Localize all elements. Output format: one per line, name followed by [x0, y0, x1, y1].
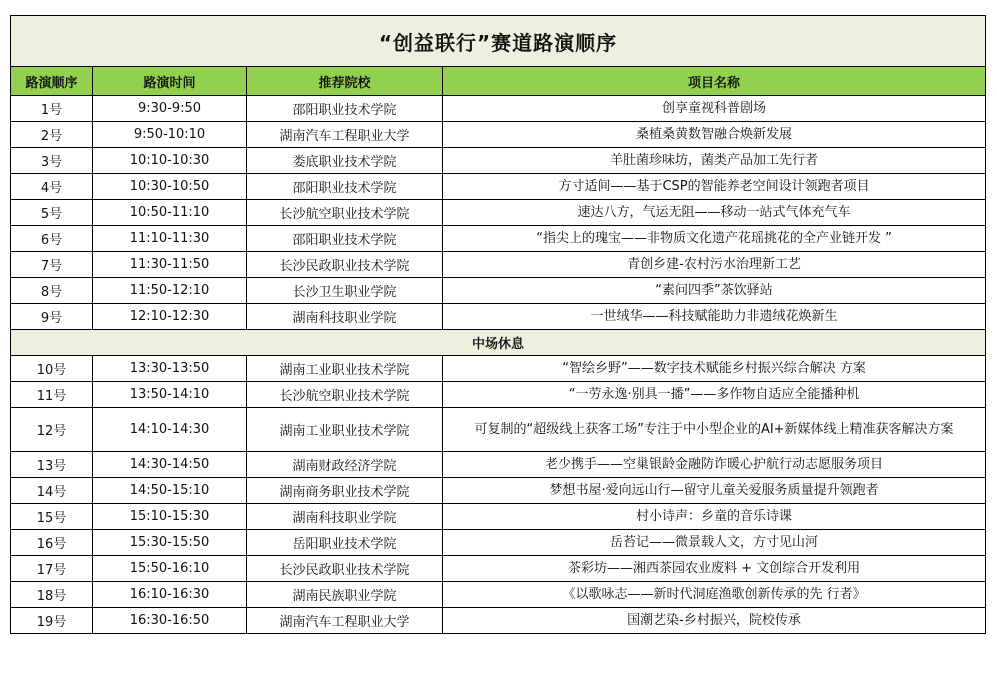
- table-row: [11, 304, 986, 330]
- project-cell: “智绘乡野”——数字技术赋能乡村振兴综合解决 方案: [443, 356, 986, 382]
- project-cell: 羊肚菌珍味坊，菌类产品加工先行者: [443, 148, 986, 174]
- time-cell: 12:10-12:30: [93, 304, 247, 330]
- order-cell: 14号: [11, 478, 93, 504]
- time-cell: 10:30-10:50: [93, 174, 247, 200]
- order-cell: 18号: [11, 582, 93, 608]
- table-row: [11, 252, 986, 278]
- school-cell: 湖南工业职业技术学院: [247, 356, 443, 382]
- time-cell: 16:10-16:30: [93, 582, 247, 608]
- table-row: [11, 452, 986, 478]
- school-cell: 湖南汽车工程职业大学: [247, 122, 443, 148]
- header-school: 推荐院校: [247, 67, 443, 96]
- time-cell: 14:50-15:10: [93, 478, 247, 504]
- order-cell: 10号: [11, 356, 93, 382]
- school-cell: 长沙民政职业技术学院: [247, 252, 443, 278]
- time-cell: 10:50-11:10: [93, 200, 247, 226]
- order-cell: 17号: [11, 556, 93, 582]
- table-row: [11, 174, 986, 200]
- order-cell: 3号: [11, 148, 93, 174]
- table-row: [11, 96, 986, 122]
- school-cell: 湖南科技职业学院: [247, 304, 443, 330]
- time-cell: 15:10-15:30: [93, 504, 247, 530]
- schedule-table: [10, 15, 986, 634]
- order-cell: 7号: [11, 252, 93, 278]
- order-cell: 2号: [11, 122, 93, 148]
- project-cell: 国潮艺染-乡村振兴，院校传承: [443, 608, 986, 634]
- table-row: [11, 478, 986, 504]
- project-cell: “素问四季”茶饮驿站: [443, 278, 986, 304]
- school-cell: 娄底职业技术学院: [247, 148, 443, 174]
- order-cell: 5号: [11, 200, 93, 226]
- project-cell: 桑植桑黄数智融合焕新发展: [443, 122, 986, 148]
- order-cell: 4号: [11, 174, 93, 200]
- school-cell: 邵阳职业技术学院: [247, 226, 443, 252]
- time-cell: 11:10-11:30: [93, 226, 247, 252]
- table-row: [11, 382, 986, 408]
- school-cell: 湖南科技职业学院: [247, 504, 443, 530]
- header-row: [11, 67, 986, 96]
- time-cell: 9:30-9:50: [93, 96, 247, 122]
- order-cell: 15号: [11, 504, 93, 530]
- table-row: [11, 504, 986, 530]
- table-row: [11, 148, 986, 174]
- order-cell: 11号: [11, 382, 93, 408]
- school-cell: 长沙卫生职业学院: [247, 278, 443, 304]
- time-cell: 11:50-12:10: [93, 278, 247, 304]
- time-cell: 14:10-14:30: [93, 408, 247, 452]
- header-time: 路演时间: [93, 67, 247, 96]
- time-cell: 16:30-16:50: [93, 608, 247, 634]
- project-cell: 岳苔记——微景载人文，方寸见山河: [443, 530, 986, 556]
- time-cell: 10:10-10:30: [93, 148, 247, 174]
- table-row: [11, 608, 986, 634]
- project-cell: 速达八方，气运无阻——移动一站式气体充气车: [443, 200, 986, 226]
- break-label: 中场休息: [11, 330, 986, 356]
- order-cell: 8号: [11, 278, 93, 304]
- school-cell: 长沙航空职业技术学院: [247, 382, 443, 408]
- table-row: [11, 122, 986, 148]
- project-cell: 村小诗声：乡童的音乐诗课: [443, 504, 986, 530]
- order-cell: 6号: [11, 226, 93, 252]
- project-cell: 茶彩坊——湘西茶园农业废料 + 文创综合开发利用: [443, 556, 986, 582]
- project-cell: 方寸适间——基于CSP的智能养老空间设计领跑者项目: [443, 174, 986, 200]
- table-row: [11, 200, 986, 226]
- project-cell: 老少携手——空巢银龄金融防诈暖心护航行动志愿服务项目: [443, 452, 986, 478]
- table-row: [11, 226, 986, 252]
- project-cell: 青创乡建-农村污水治理新工艺: [443, 252, 986, 278]
- table-row: [11, 278, 986, 304]
- table-row: [11, 530, 986, 556]
- schedule-sheet: [10, 15, 985, 634]
- break-row: [11, 330, 986, 356]
- school-cell: 长沙民政职业技术学院: [247, 556, 443, 582]
- project-cell: 可复制的“超级线上获客工场”专注于中小型企业的AI+新媒体线上精准获客解决方案: [443, 408, 986, 452]
- project-cell: “指尖上的瑰宝——非物质文化遗产花瑶挑花的全产业链开发 ”: [443, 226, 986, 252]
- order-cell: 19号: [11, 608, 93, 634]
- header-project: 项目名称: [443, 67, 986, 96]
- header-order: 路演顺序: [11, 67, 93, 96]
- school-cell: 湖南汽车工程职业大学: [247, 608, 443, 634]
- project-cell: “一劳永逸·别具一播”——多作物自适应全能播种机: [443, 382, 986, 408]
- time-cell: 13:30-13:50: [93, 356, 247, 382]
- time-cell: 14:30-14:50: [93, 452, 247, 478]
- time-cell: 9:50-10:10: [93, 122, 247, 148]
- school-cell: 邵阳职业技术学院: [247, 96, 443, 122]
- order-cell: 12号: [11, 408, 93, 452]
- school-cell: 湖南工业职业技术学院: [247, 408, 443, 452]
- time-cell: 15:30-15:50: [93, 530, 247, 556]
- project-cell: 《以歌咏志——新时代洞庭渔歌创新传承的先 行者》: [443, 582, 986, 608]
- table-row: [11, 356, 986, 382]
- table-row: [11, 408, 986, 452]
- order-cell: 16号: [11, 530, 93, 556]
- project-cell: 创享童视科普剧场: [443, 96, 986, 122]
- table-row: [11, 582, 986, 608]
- order-cell: 13号: [11, 452, 93, 478]
- table-title: “创益联行”赛道路演顺序: [11, 16, 986, 67]
- time-cell: 11:30-11:50: [93, 252, 247, 278]
- order-cell: 9号: [11, 304, 93, 330]
- school-cell: 湖南财政经济学院: [247, 452, 443, 478]
- table-row: [11, 556, 986, 582]
- school-cell: 湖南商务职业技术学院: [247, 478, 443, 504]
- project-cell: 梦想书屋·爱向远山行—留守儿童关爱服务质量提升领跑者: [443, 478, 986, 504]
- school-cell: 岳阳职业技术学院: [247, 530, 443, 556]
- school-cell: 长沙航空职业技术学院: [247, 200, 443, 226]
- time-cell: 15:50-16:10: [93, 556, 247, 582]
- project-cell: 一世绒华——科技赋能助力非遗绒花焕新生: [443, 304, 986, 330]
- time-cell: 13:50-14:10: [93, 382, 247, 408]
- order-cell: 1号: [11, 96, 93, 122]
- school-cell: 湖南民族职业学院: [247, 582, 443, 608]
- school-cell: 邵阳职业技术学院: [247, 174, 443, 200]
